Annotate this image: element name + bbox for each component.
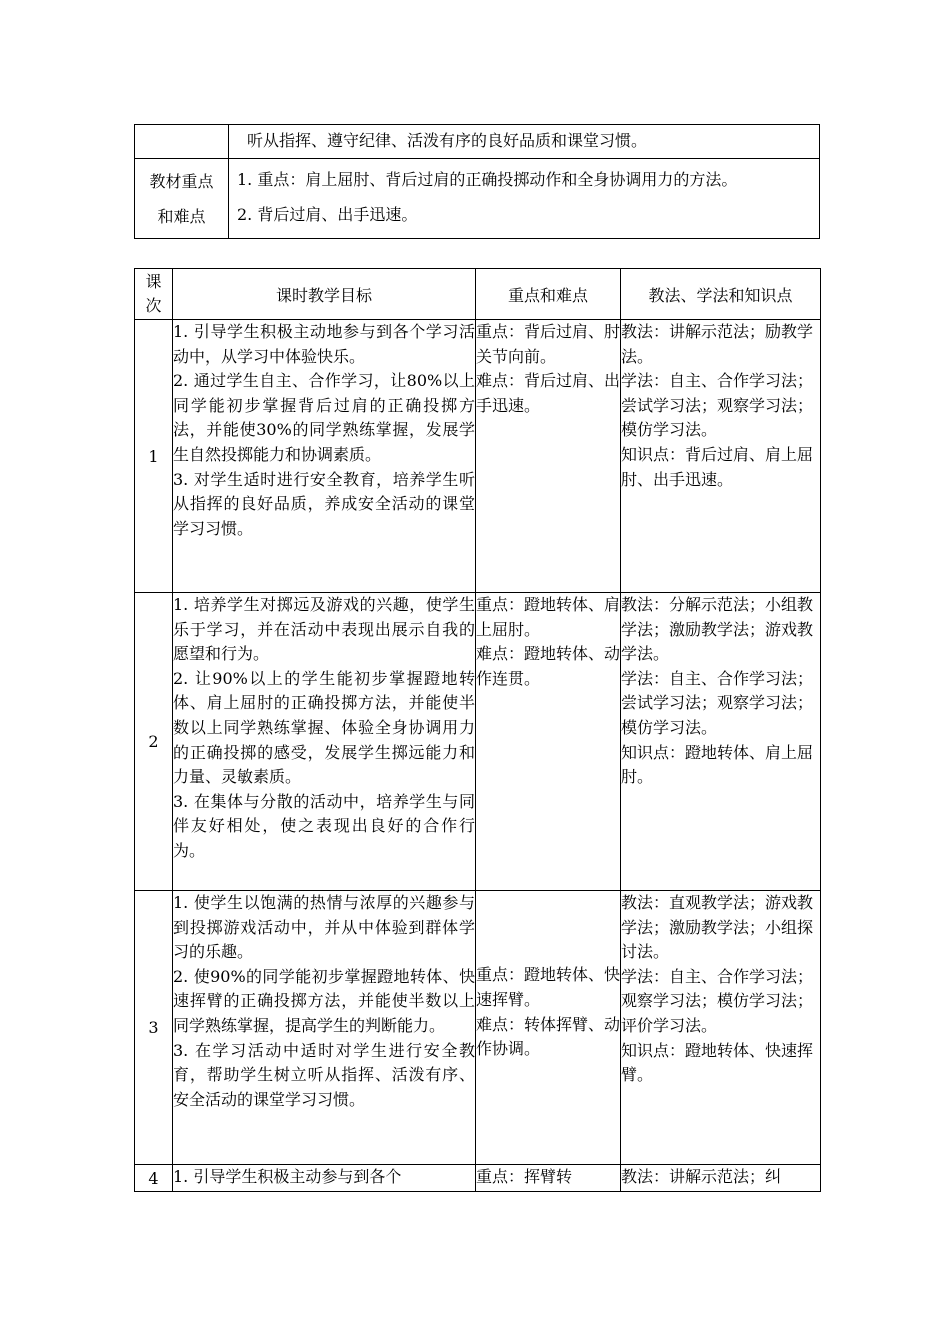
method-item: 知识点：蹬地转体、肩上屈肘。 — [621, 742, 814, 787]
key-points-label-line2: 和难点 — [157, 206, 206, 226]
method-item: 教法：直观教学法；游戏教学法；激励教学法；小组探讨法。 — [621, 893, 814, 962]
header-lesson-no — [135, 269, 173, 320]
lesson-methods — [621, 1165, 821, 1192]
table-row — [135, 593, 821, 891]
goal-item: 1. 使学生以饱满的热情与浓厚的兴趣参与到投掷游戏活动中，并从中体验到群体学习的乐趣。 — [173, 893, 475, 962]
goal-item: 1. 培养学生对掷远及游戏的兴趣，使学生乐于学习，并在活动中表现出展示自我的愿望和行为。 — [173, 595, 475, 664]
lesson-table-header — [135, 269, 821, 320]
lesson-table — [134, 268, 821, 1192]
key-item: 重点：背后过肩、肘关节向前。 — [476, 322, 621, 366]
key-points-text — [229, 159, 820, 239]
method-item: 教法：分解示范法；小组教学法；激励教学法；游戏教学法。 — [621, 595, 814, 664]
method-item: 教法：讲解示范法；励教学法。 — [621, 322, 814, 366]
header-method: 教法、学法和知识点 — [621, 269, 821, 320]
key-point-item-1: 1. 重点：肩上屈肘、背后过肩的正确投掷动作和全身协调用力的方法。 — [237, 170, 738, 189]
key-item: 重点：蹬地转体、快速挥臂。 — [476, 965, 621, 1009]
table-row — [135, 320, 821, 593]
method-item: 知识点：背后过肩、肩上屈肘、出手迅速。 — [621, 444, 814, 489]
key-item: 难点：转体挥臂、动作协调。 — [476, 1014, 621, 1059]
lesson-methods — [621, 891, 821, 1165]
lesson-goals — [173, 891, 476, 1165]
lesson-methods — [621, 593, 821, 891]
key-points-row — [135, 159, 820, 239]
header-goal: 课时教学目标 — [173, 269, 476, 320]
goal-item: 2. 通过学生自主、合作学习，让80%以上同学能初步掌握背后过肩的正确投掷方法，并能使30%的同学熟练掌握，发展学生自然投掷能力和协调素质。 — [173, 371, 475, 464]
table-row — [135, 891, 821, 1165]
key-points-label-line1: 教材重点 — [149, 171, 214, 191]
key-points-block — [476, 963, 620, 1061]
intro-text: 听从指挥、遵守纪律、活泼有序的良好品质和课堂习惯。 — [229, 125, 820, 159]
header-lesson-no-text: 课次 — [145, 272, 162, 315]
lesson-key-points — [476, 320, 621, 593]
goal-item: 3. 在学习活动中适时对学生进行安全教育，帮助学生树立听从指挥、活泼有序、安全活动的课堂学习习惯。 — [173, 1040, 475, 1109]
key-item: 重点：挥臂转 — [476, 1167, 573, 1186]
goal-item: 2. 使90%的同学能初步掌握蹬地转体、快速挥臂的正确投掷方法，并能使半数以上同学熟练掌握，提高学生的判断能力。 — [173, 966, 475, 1035]
lesson-goals — [173, 1165, 476, 1192]
goal-item: 2. 让90%以上的学生能初步掌握蹬地转体、肩上屈肘的正确投掷方法，并能使半数以上同学熟练掌握、体验全身协调用力的正确投掷的感受，发展学生掷远能力和力量、灵敏素质。 — [173, 668, 475, 787]
intro-label-cell — [135, 125, 229, 159]
goal-item: 3. 对学生适时进行安全教育，培养学生听从指挥的良好品质，养成安全活动的课堂学习习惯。 — [173, 469, 475, 538]
key-item: 重点：蹬地转体、肩上屈肘。 — [476, 595, 621, 639]
lesson-methods — [621, 320, 821, 593]
key-item: 难点：蹬地转体、动作连贯。 — [476, 644, 621, 688]
lesson-key-points — [476, 593, 621, 891]
method-item: 学法：自主、合作学习法；尝试学习法；观察学习法；模仿学习法。 — [621, 371, 814, 440]
method-item: 学法：自主、合作学习法；尝试学习法；观察学习法；模仿学习法。 — [621, 668, 814, 737]
method-item: 教法：讲解示范法；纠 — [621, 1167, 782, 1186]
key-point-item-2: 2. 背后过肩、出手迅速。 — [237, 205, 418, 224]
lesson-goals — [173, 593, 476, 891]
method-item: 知识点：蹬地转体、快速挥臂。 — [621, 1040, 814, 1085]
lesson-number: 3 — [135, 891, 173, 1165]
lesson-number: 2 — [135, 593, 173, 891]
table-row — [135, 1165, 821, 1192]
lesson-key-points — [476, 1165, 621, 1192]
lesson-number: 4 — [135, 1165, 173, 1192]
header-key: 重点和难点 — [476, 269, 621, 320]
lesson-number: 1 — [135, 320, 173, 593]
lesson-goals — [173, 320, 476, 593]
key-points-label — [135, 159, 229, 239]
key-item: 难点：背后过肩、出手迅速。 — [476, 371, 621, 415]
goal-item: 3. 在集体与分散的活动中，培养学生与同伴友好相处，使之表现出良好的合作行为。 — [173, 791, 475, 860]
overview-table — [134, 124, 820, 239]
goal-item: 1. 引导学生积极主动地参与到各个学习活动中，从学习中体验快乐。 — [173, 322, 475, 366]
method-item: 学法：自主、合作学习法；观察学习法；模仿学习法；评价学习法。 — [621, 966, 814, 1035]
intro-row — [135, 125, 820, 159]
lesson-key-points — [476, 891, 621, 1165]
goal-item: 1. 引导学生积极主动参与到各个 — [173, 1167, 402, 1186]
